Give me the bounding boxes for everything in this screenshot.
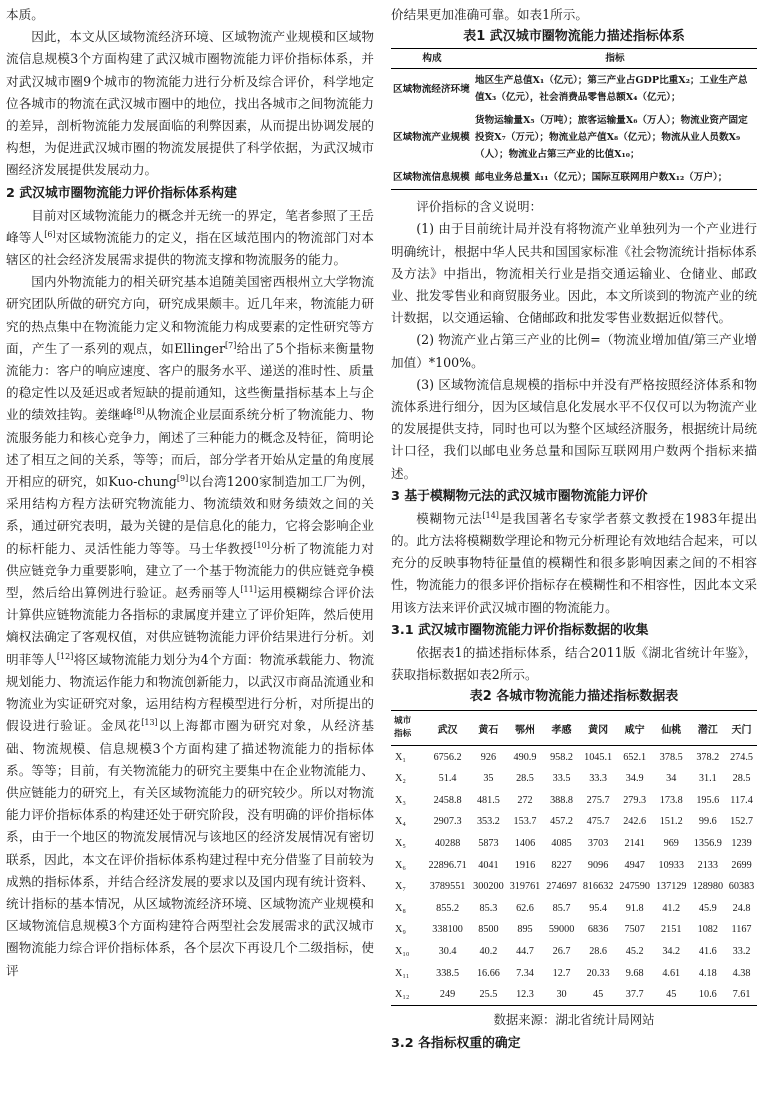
value-cell: 33.2 — [732, 945, 751, 957]
citation[interactable]: [9] — [176, 473, 189, 483]
city-header: 孝感 — [543, 711, 580, 746]
value-cell: 45.2 — [625, 945, 644, 957]
value-cell: 33.3 — [589, 773, 608, 785]
value-cell: 85.3 — [479, 902, 498, 914]
value-cell: 9096 — [587, 859, 609, 871]
table-row — [391, 941, 757, 963]
value-cell: 1082 — [697, 924, 718, 936]
paragraph: 国内外物流能力的相关研究基本追随美国密西根州立大学物流研究团队所做的研究方向，研究成果颇丰。近几年来，物流能力研究的热点集中在物流能力定义和物流能力构成要素的定性研究等方面，产生了一系列的观点，如Ellinger[7]给出了5个指标来衡量物流能力：客户的响应速度、客户的服务水平、递送的准时性、质量的稳定性以及延迟或者短缺的提前通知，这些衡量指标基本上与企业的绩效挂钩。姜继峰[8]从物流企业层面系统分析了物流能力、物流服务能力和核心竞争力，阐述了三种能力的概念及特征，简明论述了相互之间的关系，等等；而后，部分学者开始从定量的角度展开相应的研究，如Kuo-chung[9]以台湾1200家制造加工厂为例，采用结构方程方法研究物流能力、物流绩效和财务绩效之间的关系，通过研究表明，最为关键的是信息化的能力，它将会影响企业的标杆能力、灵活性能力等等。马士华教授[10]分析了物流能力对供应链竞争力重要影响，建立了一个基于物流能力的供应链竞争模型，然后给出算例进行验证。赵秀丽等人[11]运用模糊综合评价法计算供应链物流能力各指标的隶属度并建立了评价矩阵，然后使用熵权法确定了客观权值，对供应链物流能力评价结果进行分析。刘明菲等人[12]将区域物流能力划分为4个方面：物流承载能力、物流规划能力、物流运作能力和物流创新能力，以武汉市商品流通业和物流业为实证研究对象，运用结构方程模型进行分析，对所提出的假设进行验证。金凤花[13]以上海都市圈为研究对象，从经济基础、物流规模、信息规模3个方面构建了描述物流能力的指标体系。等等；目前，有关物流能力的研究主要集中在企业物流能力、供应链能力的研究上，有关区域物流能力的研究较少。所以对物流能力评价指标体系的构建还处于研究阶段，没有明确的评价指标体系，由于一个地区的物流发展情况与该地区的经济发展情况有密切联系，因此，本文在评价指标体系构建过程中充分借鉴了目前较为成熟的指标体系，并结合经济发展的要求以及国内现有统计资料、统计指标的基本情况，从区域物流经济环境、区域物流产业规模和区域物流信息规模3个方面构建符合两型社会发展需求的武汉城市圈物流能力综合评价指标体系，各个层次下再设几个二级指标，使评 — [6, 274, 375, 978]
value-cell: 319761 — [509, 881, 541, 893]
value-cell: 128980 — [692, 881, 724, 893]
citation[interactable]: [14] — [482, 510, 499, 520]
indicator-cell: 邮电业务总量X₁₁（亿元）；国际互联网用户数X₁₂（万户）； — [475, 172, 728, 184]
table-source: 数据来源：湖北省统计局网站 — [493, 1012, 655, 1028]
value-cell: 274.5 — [730, 751, 753, 763]
paragraph: 依据表1的描述指标体系，结合2011版《湖北省统计年鉴》，获取指标数据如表2所示。 — [391, 644, 757, 683]
value-cell: 12.7 — [552, 967, 571, 979]
value-cell: 481.5 — [476, 794, 500, 806]
citation[interactable]: [6] — [44, 229, 56, 239]
value-cell: 37.7 — [625, 989, 644, 1001]
value-cell: 2699 — [731, 859, 752, 871]
section-heading: 3 基于模糊物元法的武汉城市圈物流能力评价 — [391, 488, 648, 504]
value-cell: 62.6 — [516, 902, 534, 914]
city-header: 仙桃 — [653, 711, 690, 746]
value-cell: 2458.8 — [433, 794, 462, 806]
value-cell: 40.2 — [479, 945, 498, 957]
indicator-label: X₂ — [395, 773, 406, 785]
value-cell: 34.9 — [625, 773, 644, 785]
value-cell: 272 — [517, 794, 533, 806]
value-cell: 10.6 — [698, 989, 717, 1001]
indicator-label: X₁₀ — [395, 945, 410, 957]
value-cell: 7507 — [624, 924, 645, 936]
table-row — [391, 962, 757, 984]
value-cell: 1356.9 — [693, 837, 722, 849]
table-row — [391, 811, 757, 833]
value-cell: 388.8 — [550, 794, 573, 806]
value-cell: 4947 — [624, 859, 645, 871]
paragraph: (3) 区域物流信息规模的指标中并没有严格按照经济体系和物流体系进行细分，因为区域信息化发展水平不仅仅可以为物流产业的发展提供支持，同时也可以为整个区域经济服务，根据统计局统计口径，我们以邮电业务总量和国际互联网用户数两个指标来描述。 — [391, 376, 757, 481]
value-cell: 895 — [517, 924, 533, 936]
citation[interactable]: [12] — [56, 651, 74, 661]
table-row — [391, 746, 757, 768]
paragraph: (1) 由于目前统计局并没有将物流产业单独列为一个产业进行明确统计，根据中华人民共和国国家标准《社会物流统计指标体系及方法》中指出，物流相关行业是指交通运输业、仓储业、邮政业、批发零售业和商贸服务业。因此，本文所谈到的物流产业的统计数据，以交通运输、仓储邮政和批发零售业数据近似替代。 — [391, 221, 757, 326]
value-cell: 99.6 — [698, 816, 717, 828]
value-cell: 117.4 — [730, 794, 753, 806]
value-cell: 969 — [663, 837, 679, 849]
city-header: 咸宁 — [616, 711, 653, 746]
value-cell: 475.7 — [586, 816, 610, 828]
value-cell: 279.3 — [623, 794, 647, 806]
indicator-label: X₆ — [395, 859, 406, 871]
value-cell: 958.2 — [550, 751, 573, 763]
table-row — [391, 876, 757, 898]
value-cell: 41.2 — [662, 902, 681, 914]
value-cell: 34 — [666, 773, 677, 785]
value-cell: 855.2 — [436, 902, 460, 914]
city-header: 黄石 — [470, 711, 507, 746]
value-cell: 153.7 — [513, 816, 537, 828]
indicator-label: X₃ — [395, 794, 406, 806]
value-cell: 91.8 — [625, 902, 644, 914]
citation[interactable]: [7] — [225, 340, 237, 350]
value-cell: 1045.1 — [584, 751, 613, 763]
value-cell: 35 — [483, 773, 494, 785]
value-cell: 490.9 — [513, 751, 537, 763]
subsection-heading: 3.1 武汉城市圈物流能力评价指标数据的收集 — [391, 622, 649, 638]
city-header: 鄂州 — [507, 711, 544, 746]
citation[interactable]: [8] — [133, 407, 145, 417]
value-cell: 7.34 — [516, 967, 534, 979]
value-cell: 30 — [556, 989, 567, 1001]
value-cell: 40288 — [434, 837, 461, 849]
value-cell: 3789551 — [429, 881, 466, 893]
value-cell: 4.18 — [698, 967, 717, 979]
indicator-label: X₁ — [395, 751, 406, 763]
city-header: 潜江 — [690, 711, 727, 746]
value-cell: 2907.3 — [433, 816, 462, 828]
table-row — [391, 854, 757, 876]
value-cell: 60383 — [728, 881, 755, 893]
table-header-row — [391, 711, 757, 746]
value-cell: 10933 — [658, 859, 684, 871]
value-cell: 378.5 — [659, 751, 683, 763]
paragraph: 模糊物元法[14]是我国著名专家学者蔡文教授在1983年提出的。此方法将模糊数学理论和物元分析理论有效地结合起来，可以充分的反映事物特征量值的模糊性和很多影响因素之间的不相容性，物流能力的很多评价指标存在模糊性和不相容性，因此本文采用该方法来评价武汉城市圈的物流能力。 — [391, 510, 757, 615]
value-cell: 1916 — [514, 859, 536, 871]
value-cell: 300200 — [473, 881, 504, 893]
indicator-label: X₁₂ — [395, 989, 410, 1001]
value-cell: 7.61 — [732, 989, 751, 1001]
value-cell: 6756.2 — [433, 751, 462, 763]
paragraph: 目前对区域物流能力的概念并无统一的界定，笔者参照了王岳峰等人[6]对区域物流能力的定义，指在区域范围内的物流部门对本辖区的社会经济发展需求提供的物流支撑和物流服务的能力。 — [6, 207, 375, 268]
value-cell: 2151 — [661, 924, 682, 936]
city-header: 武汉 — [425, 711, 470, 746]
value-cell: 4.38 — [732, 967, 751, 979]
city-header: 黄冈 — [580, 711, 617, 746]
value-cell: 22896.71 — [428, 859, 467, 871]
indicator-cell: 地区生产总值X₁（亿元）；第三产业占GDP比重X₂；工业生产总值X₃（亿元），社会消费品零售总额X₄（亿元）； — [475, 75, 748, 104]
value-cell: 247590 — [619, 881, 650, 893]
column-header: 构成 — [391, 49, 473, 69]
table-caption: 表1 武汉城市圈物流能力描述指标体系 — [463, 29, 685, 45]
value-cell: 16.66 — [476, 967, 500, 979]
value-cell: 5873 — [478, 837, 499, 849]
value-cell: 31.1 — [698, 773, 717, 785]
value-cell: 1167 — [731, 924, 752, 936]
table-row — [391, 919, 757, 941]
left-column — [6, 4, 374, 982]
value-cell: 25.5 — [479, 989, 498, 1001]
value-cell: 28.6 — [589, 945, 608, 957]
table-row — [391, 768, 757, 790]
value-cell: 338100 — [432, 924, 463, 936]
value-cell: 45 — [593, 989, 604, 1001]
value-cell: 34.2 — [662, 945, 681, 957]
value-cell: 195.6 — [696, 794, 720, 806]
value-cell: 338.5 — [436, 967, 460, 979]
value-cell: 173.8 — [659, 794, 683, 806]
value-cell: 4041 — [478, 859, 499, 871]
value-cell: 457.2 — [550, 816, 573, 828]
value-cell: 1239 — [731, 837, 752, 849]
value-cell: 151.2 — [659, 816, 683, 828]
value-cell: 816632 — [582, 881, 614, 893]
value-cell: 33.5 — [552, 773, 571, 785]
value-cell: 652.1 — [623, 751, 647, 763]
value-cell: 137129 — [655, 881, 687, 893]
value-cell: 41.6 — [698, 945, 717, 957]
value-cell: 242.6 — [623, 816, 647, 828]
value-cell: 275.7 — [586, 794, 610, 806]
indicator-label: X₇ — [395, 881, 406, 893]
group-cell: 区域物流信息规模 — [393, 172, 470, 184]
value-cell: 8227 — [551, 859, 572, 871]
value-cell: 45 — [666, 989, 677, 1001]
value-cell: 353.2 — [476, 816, 500, 828]
value-cell: 378.2 — [696, 751, 720, 763]
citation[interactable]: [10] — [253, 540, 270, 550]
indicator-label: X₉ — [395, 924, 406, 936]
value-cell: 24.8 — [732, 902, 751, 914]
table-row — [391, 833, 757, 855]
value-cell: 45.9 — [698, 902, 717, 914]
value-cell: 249 — [439, 989, 456, 1001]
value-cell: 51.4 — [438, 773, 457, 785]
value-cell: 30.4 — [438, 945, 457, 957]
indicator-label: X₁₁ — [395, 967, 410, 979]
paragraph: (2) 物流产业占第三产业的比例=（物流业增加值/第三产业增加值）*100%。 — [391, 332, 757, 370]
value-cell: 95.4 — [589, 902, 608, 914]
value-cell: 28.5 — [516, 773, 534, 785]
table-header-row — [391, 49, 757, 69]
indicator-label: X₄ — [395, 816, 406, 828]
city-data-table — [391, 710, 757, 1006]
value-cell: 6836 — [587, 924, 609, 936]
value-cell: 3703 — [587, 837, 609, 849]
value-cell: 4085 — [551, 837, 572, 849]
subsection-heading: 3.2 各指标权重的确定 — [391, 1036, 521, 1052]
paragraph: 本质。 — [6, 7, 44, 22]
value-cell: 9.68 — [625, 967, 644, 979]
value-cell: 2141 — [624, 837, 645, 849]
value-cell: 4.61 — [662, 967, 681, 979]
city-header: 天门 — [726, 711, 757, 746]
value-cell: 274697 — [546, 881, 577, 893]
value-cell: 20.33 — [586, 967, 610, 979]
paragraph: 因此，本文从区域物流经济环境、区域物流产业规模和区域物流信息规模3个方面构建了武汉城市圈物流能力评价指标体系，并对武汉城市圈9个城市的物流能力进行分析及综合评价，科学地定位各城市的物流在武汉城市圈中的地位，找出各城市之间物流能力的差异，剖析物流能力发展面临的利弊因素，从而提出协调发展的构想，为促进武汉城市圈的物流发展提供了科学依据，为武汉城市圈经济发展提供发展动力。 — [6, 29, 374, 178]
table-caption: 表2 各城市物流能力描述指标数据表 — [469, 689, 679, 705]
value-cell: 59000 — [548, 924, 575, 936]
value-cell: 8500 — [478, 924, 499, 936]
value-cell: 85.7 — [552, 902, 571, 914]
corner-header: 城市 指标 — [391, 711, 425, 746]
section-heading: 2 武汉城市圈物流能力评价指标体系构建 — [6, 185, 237, 201]
citation[interactable]: [11] — [240, 584, 257, 594]
table-row — [391, 897, 757, 919]
group-cell: 区域物流经济环境 — [393, 83, 470, 95]
indicator-table — [391, 48, 757, 190]
table-row — [391, 789, 757, 811]
right-column — [391, 4, 757, 1055]
value-cell: 28.5 — [732, 773, 751, 785]
value-cell: 2133 — [697, 859, 718, 871]
value-cell: 44.7 — [516, 945, 534, 957]
value-cell: 1406 — [514, 837, 536, 849]
paragraph: 价结果更加准确可靠。如表1所示。 — [391, 7, 588, 22]
table-row — [391, 69, 757, 110]
table-row — [391, 166, 757, 190]
value-cell: 152.7 — [730, 816, 753, 828]
group-cell: 区域物流产业规模 — [393, 132, 470, 144]
indicator-label: X₅ — [395, 837, 406, 849]
indicator-label: X₈ — [395, 902, 406, 914]
value-cell: 926 — [480, 751, 497, 763]
paragraph: 评价指标的含义说明： — [416, 199, 543, 215]
value-cell: 26.7 — [552, 945, 571, 957]
value-cell: 12.3 — [516, 989, 534, 1001]
column-header: 指标 — [473, 49, 757, 69]
table-row — [391, 109, 757, 166]
citation[interactable]: [13] — [141, 718, 158, 728]
indicator-cell: 货物运输量X₅（万吨）；旅客运输量X₆（万人）；物流业资产固定投资X₇（万元）；物流业总产值X₈（亿元）；物流从业人员数X₉（人）；物流业占第三产业的比值X₁₀； — [475, 115, 748, 161]
table-row — [391, 984, 757, 1006]
